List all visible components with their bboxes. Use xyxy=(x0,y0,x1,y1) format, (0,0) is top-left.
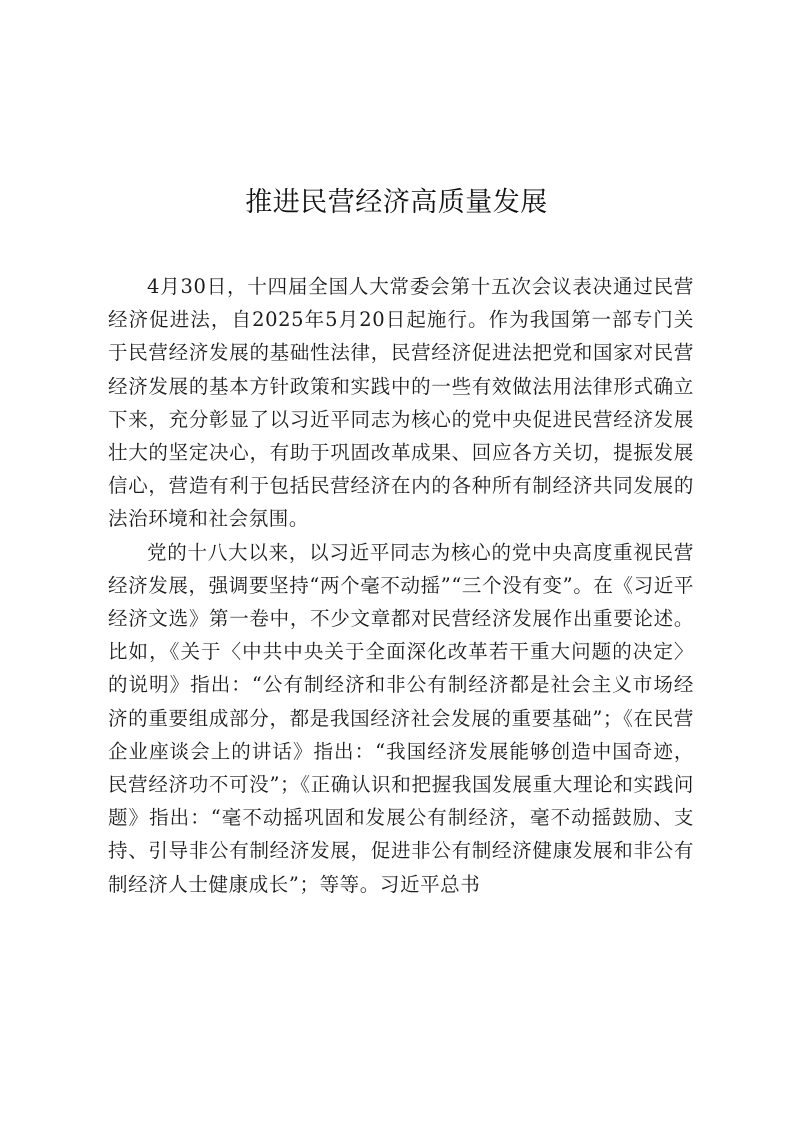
document-body xyxy=(108,270,694,901)
paragraph-2: 党的十八大以来，以习近平同志为核心的党中央高度重视民营经济发展，强调要坚持“两个毫不动摇”“三个没有变”。在《习近平经济文选》第一卷中，不少文章都对民营经济发展作出重要论述。比如，《关于〈中共中央关于全面深化改革若干重大问题的决定〉的说明》指出：“公有制经济和非公有制经济都是社会主义市场经济的重要组成部分，都是我国经济社会发展的重要基础”；《在民营企业座谈会上的讲话》指出：“我国经济发展能够创造中国奇迹，民营经济功不可没”；《正确认识和把握我国发展重大理论和实践问题》指出：“毫不动摇巩固和发展公有制经济，毫不动摇鼓励、支持、引导非公有制经济发展，促进非公有制经济健康发展和非公有制经济人士健康成长”；等等。习近平总书 xyxy=(108,540,694,896)
document-title: 推进民营经济高质量发展 xyxy=(245,187,548,218)
paragraph-1: 4月30日，十四届全国人大常委会第十五次会议表决通过民营经济促进法，自2025年5月20日起施行。作为我国第一部专门关于民营经济发展的基础性法律，民营经济促进法把党和国家对民营经济发展的基本方针政策和实践中的一些有效做法用法律形式确立下来，充分彰显了以习近平同志为核心的党中央促进民营经济发展壮大的坚定决心，有助于巩固改革成果、回应各方关切，提振发展信心，营造有利于包括民营经济在内的各种所有制经济共同发展的法治环境和社会氛围。 xyxy=(108,275,694,531)
